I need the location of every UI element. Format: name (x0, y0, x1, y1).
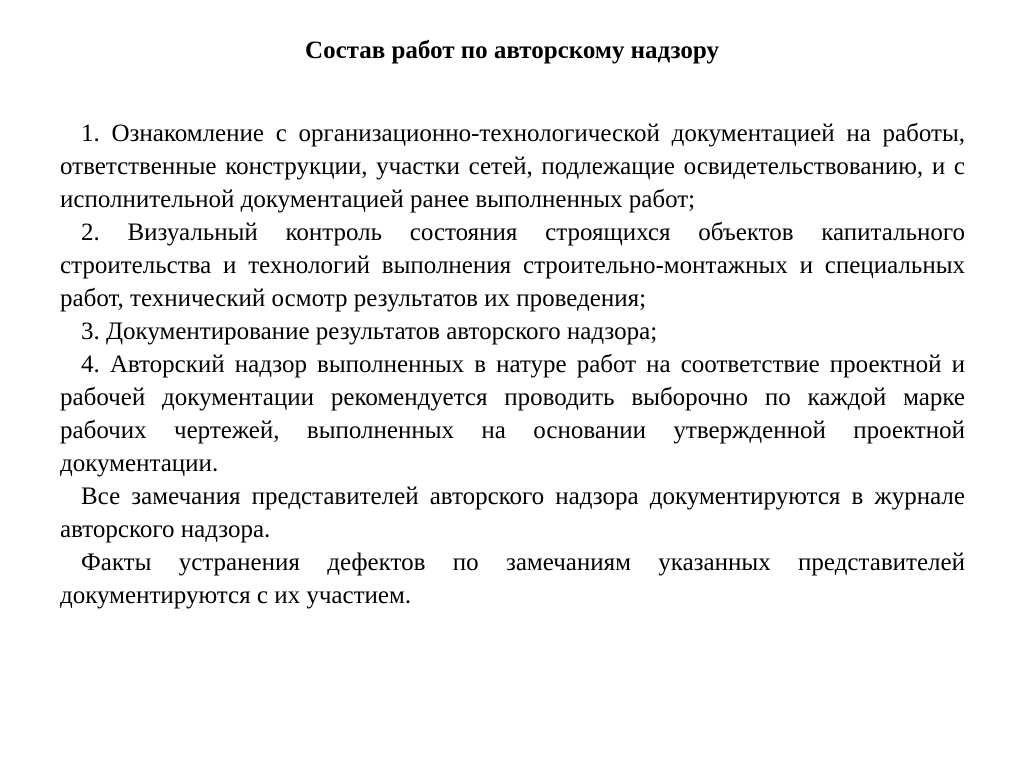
paragraph-item-2: 2. Визуальный контроль состояния строящихся объектов капитального строительства и технологий выполнения строительно-монтажных и специальных работ, технический осмотр результатов их проведения; (60, 219, 965, 312)
document-body (60, 117, 965, 612)
paragraph-item-4: 4. Авторский надзор выполненных в натуре работ на соответствие проектной и рабочей документации рекомендуется проводить выборочно по каждой марке рабочих чертежей, выполненных на основании утвержденной проектной документации. (60, 351, 965, 477)
page-title: Состав работ по авторскому надзору (305, 37, 719, 64)
paragraph-item-1: 1. Ознакомление с организационно-технологической документацией на работы, ответственные конструкции, участки сетей, подлежащие освидетельствованию, и с исполнительной документацией ранее выполненных работ; (60, 120, 965, 213)
paragraph-item-3: 3. Документирование результатов авторского надзора; (81, 318, 658, 345)
paragraph-defects: Факты устранения дефектов по замечаниям указанных представителей документируются с их участием. (60, 549, 965, 609)
paragraph-remarks: Все замечания представителей авторского надзора документируются в журнале авторского надзора. (60, 483, 965, 543)
